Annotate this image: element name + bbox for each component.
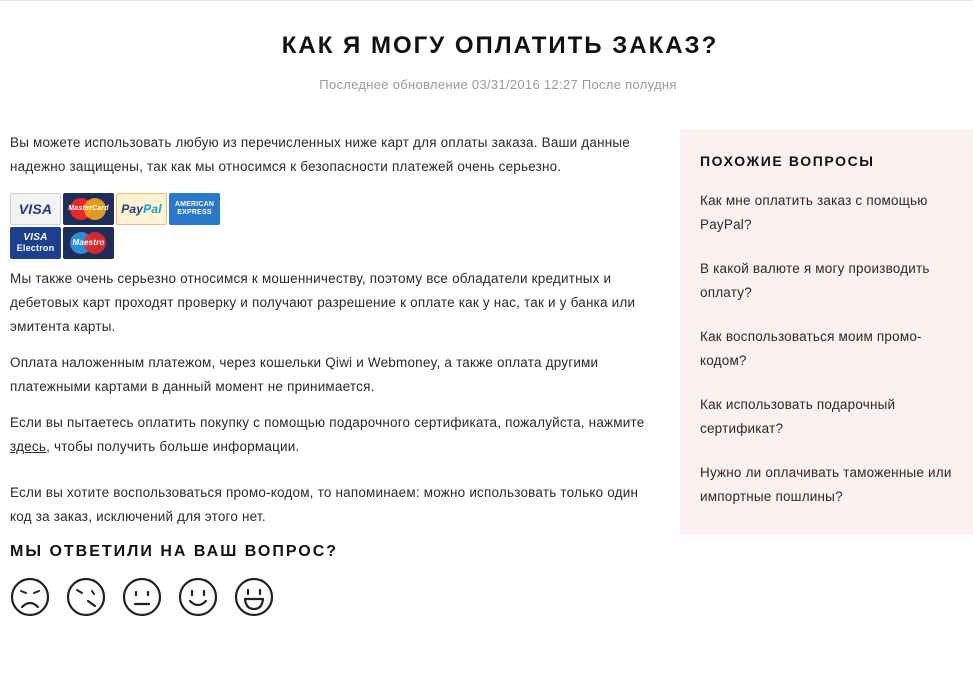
feedback-title: МЫ ОТВЕТИЛИ НА ВАШ ВОПРОС?: [10, 543, 339, 560]
top-divider: [0, 0, 973, 1]
gift-text-before: Если вы пытаетесь оплатить покупку с помощью подарочного сертификата, пожалуйста, нажмите: [10, 415, 645, 430]
mastercard-logo-text: MasterCard: [68, 205, 109, 212]
amex-logo-text-1: AMERICAN: [174, 201, 215, 208]
related-question-link[interactable]: Как воспользоваться моим промо-кодом?: [700, 329, 922, 368]
last-updated-value: 03/31/2016 12:27 После полудня: [471, 77, 677, 92]
gift-certificate-link[interactable]: здесь: [10, 439, 47, 454]
payment-cards: [10, 193, 230, 259]
paypal-logo-text-b: Pal: [143, 202, 162, 216]
very-sad-face-icon[interactable]: [10, 577, 50, 617]
paypal-logo-text-a: Pay: [121, 202, 144, 216]
last-updated: [0, 77, 973, 92]
paragraph-cards-intro: Вы можете использовать любую из перечисленных ниже карт для оплаты заказа. Ваши данные надежно защищены, так как мы относимся к безопасности платежей очень серьезно.: [10, 135, 630, 174]
last-updated-label: Последнее обновление: [319, 77, 468, 92]
amex-logo: [169, 193, 220, 225]
paragraph-promo-code: Если вы хотите воспользоваться промо-кодом, то напоминаем: можно использовать только один код за заказ, исключений для этого нет.: [10, 485, 639, 524]
amex-logo-text-2: EXPRESS: [177, 209, 212, 216]
visa-electron-text-1: VISA: [23, 232, 48, 243]
paragraph-unsupported-payments: Оплата наложенным платежом, через кошельки Qiwi и Webmoney, а также оплата другими платежными картами в данный момент не принимается.: [10, 355, 599, 394]
related-questions-panel: [680, 129, 973, 535]
related-question-link[interactable]: Нужно ли оплачивать таможенные или импортные пошлины?: [700, 465, 952, 504]
related-question-link[interactable]: Как использовать подарочный сертификат?: [700, 397, 896, 436]
article-body: [10, 131, 660, 617]
very-happy-face-icon[interactable]: [234, 577, 274, 617]
happy-face-icon[interactable]: [178, 577, 218, 617]
page-title: КАК Я МОГУ ОПЛАТИТЬ ЗАКАЗ?: [281, 32, 719, 59]
maestro-logo-text: Maestro: [72, 238, 105, 247]
mastercard-logo: [63, 193, 114, 225]
visa-electron-logo: [10, 227, 61, 259]
sad-face-icon[interactable]: [66, 577, 106, 617]
related-question-link[interactable]: Как мне оплатить заказ с помощью PayPal?: [700, 193, 928, 232]
visa-electron-text-2: Electron: [16, 243, 55, 253]
feedback-rating: [10, 577, 660, 617]
visa-logo: [10, 193, 61, 225]
paragraph-fraud: Мы также очень серьезно относимся к мошенничеству, поэтому все обладатели кредитных и дебетовых карт проходят проверку и получают разрешение к оплате как у нас, так и у банка или эмитента карты.: [10, 271, 636, 334]
paypal-logo: [116, 193, 167, 225]
related-question-link[interactable]: В какой валюте я могу производить оплату?: [700, 261, 930, 300]
gift-text-after: , чтобы получить больше информации.: [46, 439, 300, 454]
visa-logo-text: VISA: [18, 201, 53, 217]
maestro-logo: [63, 227, 114, 259]
related-questions-title: ПОХОЖИЕ ВОПРОСЫ: [700, 153, 875, 169]
neutral-face-icon[interactable]: [122, 577, 162, 617]
paragraph-gift-certificate: [10, 411, 660, 459]
